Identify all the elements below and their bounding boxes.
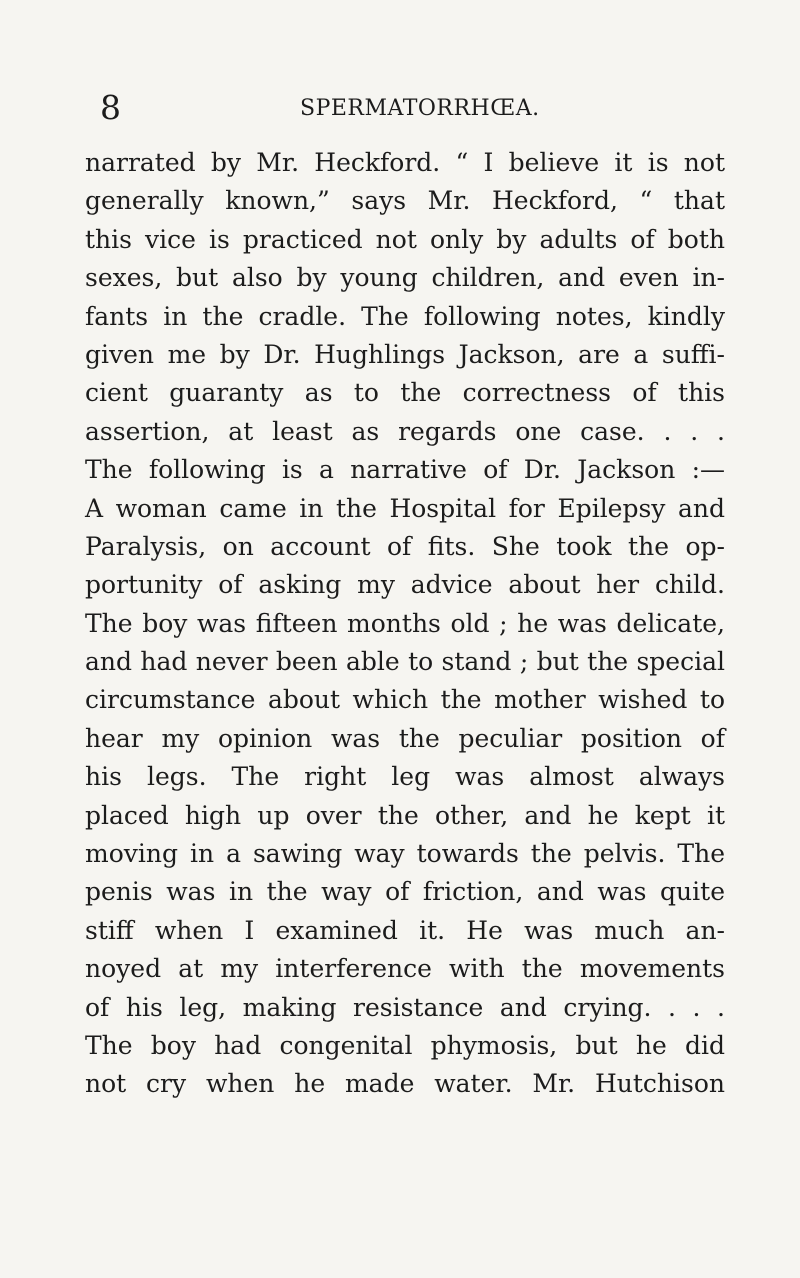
text-line: moving in a sawing way towards the pelvis. The bbox=[85, 839, 725, 869]
text-line: sexes, but also by young children, and even in- bbox=[85, 263, 725, 293]
text-line: generally known,” says Mr. Heckford, “ that bbox=[85, 186, 725, 216]
text-line: his legs. The right leg was almost always bbox=[85, 762, 725, 792]
text-line: The boy was fifteen months old ; he was delicate, bbox=[85, 608, 725, 638]
text-line: circumstance about which the mother wished to bbox=[85, 685, 725, 715]
text-line: this vice is practiced not only by adults of both bbox=[85, 224, 725, 254]
text-line: assertion, at least as regards one case. . . . bbox=[85, 416, 725, 446]
text-line: and had never been able to stand ; but the special bbox=[85, 647, 725, 677]
text-line: narrated by Mr. Heckford. “ I believe it is not bbox=[85, 148, 725, 177]
text-line: not cry when he made water. Mr. Hutchison bbox=[85, 1069, 725, 1099]
body-text bbox=[85, 144, 725, 1104]
text-line: portunity of asking my advice about her child. bbox=[85, 570, 725, 600]
text-line: A woman came in the Hospital for Epilepsy and bbox=[85, 493, 725, 523]
text-line: The following is a narrative of Dr. Jackson :— bbox=[85, 455, 725, 485]
text-line: placed high up over the other, and he kept it bbox=[85, 800, 725, 830]
page-header bbox=[100, 88, 700, 128]
page-number: 8 bbox=[100, 88, 121, 127]
text-line: fants in the cradle. The following notes, kindly bbox=[85, 301, 725, 331]
text-line: penis was in the way of friction, and was quite bbox=[85, 877, 725, 907]
running-head: SPERMATORRHŒA. bbox=[300, 96, 540, 121]
text-line: noyed at my interference with the movements bbox=[85, 954, 725, 984]
text-line: given me by Dr. Hughlings Jackson, are a suffi- bbox=[85, 339, 725, 369]
text-line: Paralysis, on account of fits. She took the op- bbox=[85, 531, 725, 561]
text-line: hear my opinion was the peculiar position of bbox=[85, 723, 725, 753]
text-line: cient guaranty as to the correctness of this bbox=[85, 378, 725, 408]
text-line: stiff when I examined it. He was much an- bbox=[85, 915, 725, 945]
text-line: The boy had congenital phymosis, but he did bbox=[85, 1030, 725, 1060]
text-line: of his leg, making resistance and crying. . . . bbox=[85, 992, 725, 1022]
